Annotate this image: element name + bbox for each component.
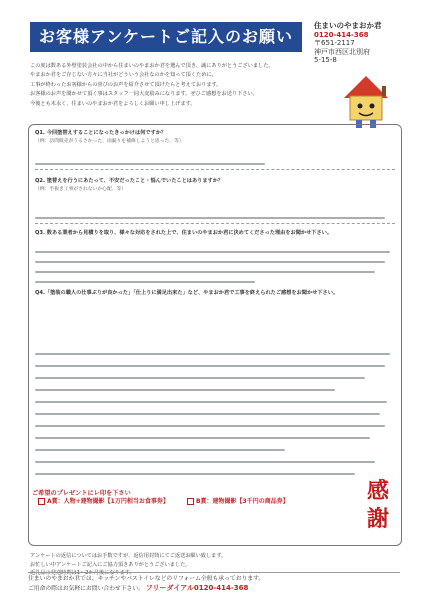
company-phone: 0120-414-368 xyxy=(314,30,369,39)
q4-handwritten-line xyxy=(35,425,385,427)
footer xyxy=(28,572,400,595)
q4-handwritten-line xyxy=(35,473,355,475)
intro-text xyxy=(30,62,330,109)
q4-handwritten-line xyxy=(35,389,335,391)
questionnaire-box xyxy=(28,124,402,546)
q4-block xyxy=(35,289,338,296)
q4-handwritten-line xyxy=(35,413,380,415)
intro-line: この度は数ある外壁塗装会社の中から住まいのやまおか君を選んで頂き、誠にありがとうございました。 xyxy=(30,63,274,69)
checkbox-b[interactable] xyxy=(187,498,194,505)
footer-line-prefix: ご用命の際はお気軽にお問い合わせ下さい。 xyxy=(28,586,144,592)
q1-block xyxy=(35,129,184,144)
present-option-a-label: A賞：人物+建物撮影【1万円相当お食事券】 xyxy=(47,498,169,505)
present-options xyxy=(38,496,305,505)
q4-title: Q4.「塗装の職人の仕事ぶりが良かった」「仕上りに満足出来た」など、やまおか君で工事を終えられたご感想をお聞かせ下さい。 xyxy=(35,290,339,296)
q2-block xyxy=(35,177,223,192)
free-dial: フリーダイアル0120-414-368 xyxy=(145,584,249,592)
q2-title: Q2. 塗替えを行うにあたって、不安だったこと・悩んでいたことはありますか？ xyxy=(35,178,224,184)
q3-handwritten-line xyxy=(35,251,390,253)
company-info xyxy=(314,22,414,65)
company-postal: 〒651-2117 xyxy=(314,39,355,48)
note-line: 返礼品の発送時期は1〜2か月後になります。 xyxy=(30,570,135,576)
q1-answer-line xyxy=(35,169,395,170)
note-line: アンケートの返信についてはお手数ですが、返信用封筒にてご返送お願い致します。 xyxy=(30,553,227,559)
q3-handwritten-line xyxy=(35,261,385,263)
intro-line: お客様のお声を聞かせて頂く事はスタッフ一同大変励みになります。ぜひご感想をお送り下さい。 xyxy=(30,91,258,98)
present-option-b[interactable] xyxy=(187,498,297,505)
company-name: 住まいのやまおか君 xyxy=(314,21,382,30)
q3-handwritten-line xyxy=(35,281,255,283)
footer-line-2 xyxy=(28,584,400,594)
q4-handwritten-line xyxy=(35,437,370,439)
note-line: お忙しい中アンケートご記入にご協力頂きありがとうございました。 xyxy=(30,561,191,568)
intro-line: 今後とも末永く、住まいのやまおか君をよろしくお願い申し上げます。 xyxy=(30,100,196,107)
q1-title: Q1. 今回塗替えすることになったきっかけは何ですか？ xyxy=(35,130,167,136)
q2-example: （例：手抜き工事がされないか心配、等） xyxy=(35,187,127,192)
present-option-b-label: B賞：建物撮影【3千円の商品券】 xyxy=(195,498,289,505)
q3-block xyxy=(35,229,332,236)
q2-answer-line xyxy=(35,223,395,224)
q1-example: （例：訪問販売がうるさかった、雨漏りを補修しようと思った、等） xyxy=(35,139,184,144)
mascot-house-icon xyxy=(340,72,392,130)
q1-handwritten-answer xyxy=(35,163,265,165)
intro-line: やまおか君をご存じない方々に当社がどういう会社なのかを知って頂くために、 xyxy=(30,72,217,79)
footer-line: 住まいのやまおか君では、キッチンやバストイレなどのリフォーム全般も承っております。 xyxy=(28,576,265,582)
q3-handwritten-line xyxy=(35,271,375,273)
q3-title: Q3. 数ある業者から見積りを取り、様々な対応をされた上で、住まいのやまおか君に決めてくださった理由をお聞かせ下さい。 xyxy=(35,230,333,236)
q2-handwritten-answer xyxy=(35,217,385,219)
q4-handwritten-line xyxy=(35,461,375,463)
thanks-stamp: 感謝 xyxy=(366,479,389,532)
company-address-1: 神戸市西区北別府 xyxy=(314,47,370,56)
q4-handwritten-line xyxy=(35,365,385,367)
checkbox-a[interactable] xyxy=(38,498,45,505)
q4-handwritten-line xyxy=(35,377,365,379)
company-address-2: 5-15-8 xyxy=(314,56,337,65)
q4-handwritten-line xyxy=(35,401,387,403)
present-option-a[interactable] xyxy=(38,498,177,505)
q4-handwritten-line xyxy=(35,353,390,355)
present-heading: ご希望のプレゼントにレ印を下さい xyxy=(32,490,131,497)
page-title: お客様アンケートご記入のお願い xyxy=(30,22,302,52)
intro-line: 工事が終わったお客様からの喜びのお声を紹介させて頂けたらと考えております。 xyxy=(30,81,222,88)
q4-handwritten-line xyxy=(35,449,285,451)
